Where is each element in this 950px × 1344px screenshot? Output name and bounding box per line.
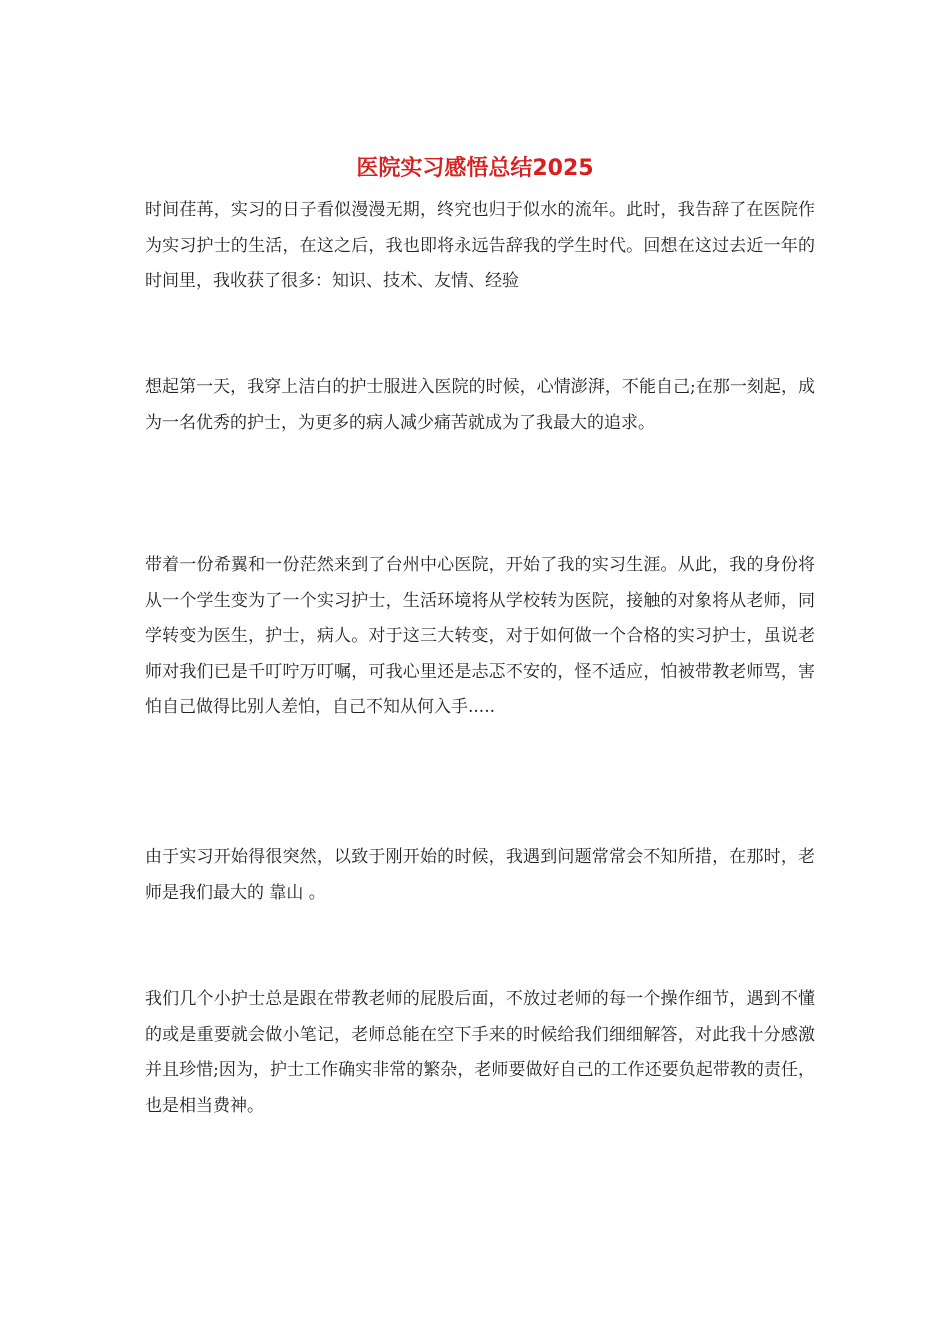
paragraph-1: 时间荏苒，实习的日子看似漫漫无期，终究也归于似水的流年。此时，我告辞了在医院作为实习护士的生活，在这之后，我也即将永远告辞我的学生时代。回想在这过去近一年的时间里，我收获了很多：知识、技术、友情、经验 xyxy=(145,200,815,291)
paragraph-5: 我们几个小护士总是跟在带教老师的屁股后面，不放过老师的每一个操作细节，遇到不懂的或是重要就会做小笔记，老师总能在空下手来的时候给我们细细解答，对此我十分感激并且珍惜;因为，护士工作确实非常的繁杂，老师要做好自己的工作还要负起带教的责任，也是相当费神。 xyxy=(145,989,815,1116)
paragraph-4: 由于实习开始得很突然，以致于刚开始的时候，我遇到问题常常会不知所措，在那时，老师是我们最大的 靠山 。 xyxy=(145,847,815,903)
document-title: 医院实习感悟总结2025 xyxy=(356,156,594,181)
paragraph-2: 想起第一天，我穿上洁白的护士服进入医院的时候，心情澎湃，不能自己;在那一刻起，成为一名优秀的护士，为更多的病人减少痛苦就成为了我最大的追求。 xyxy=(145,377,815,433)
paragraph-3: 带着一份希翼和一份茫然来到了台州中心医院，开始了我的实习生涯。从此，我的身份将从一个学生变为了一个实习护士，生活环境将从学校转为医院，接触的对象将从老师，同学转变为医生，护士，病人。对于这三大转变，对于如何做一个合格的实习护士，虽说老师对我们已是千叮咛万叮嘱，可我心里还是忐忑不安的，怪不适应，怕被带教老师骂，害怕自己做得比别人差怕，自己不知从何入手..... xyxy=(145,555,815,717)
